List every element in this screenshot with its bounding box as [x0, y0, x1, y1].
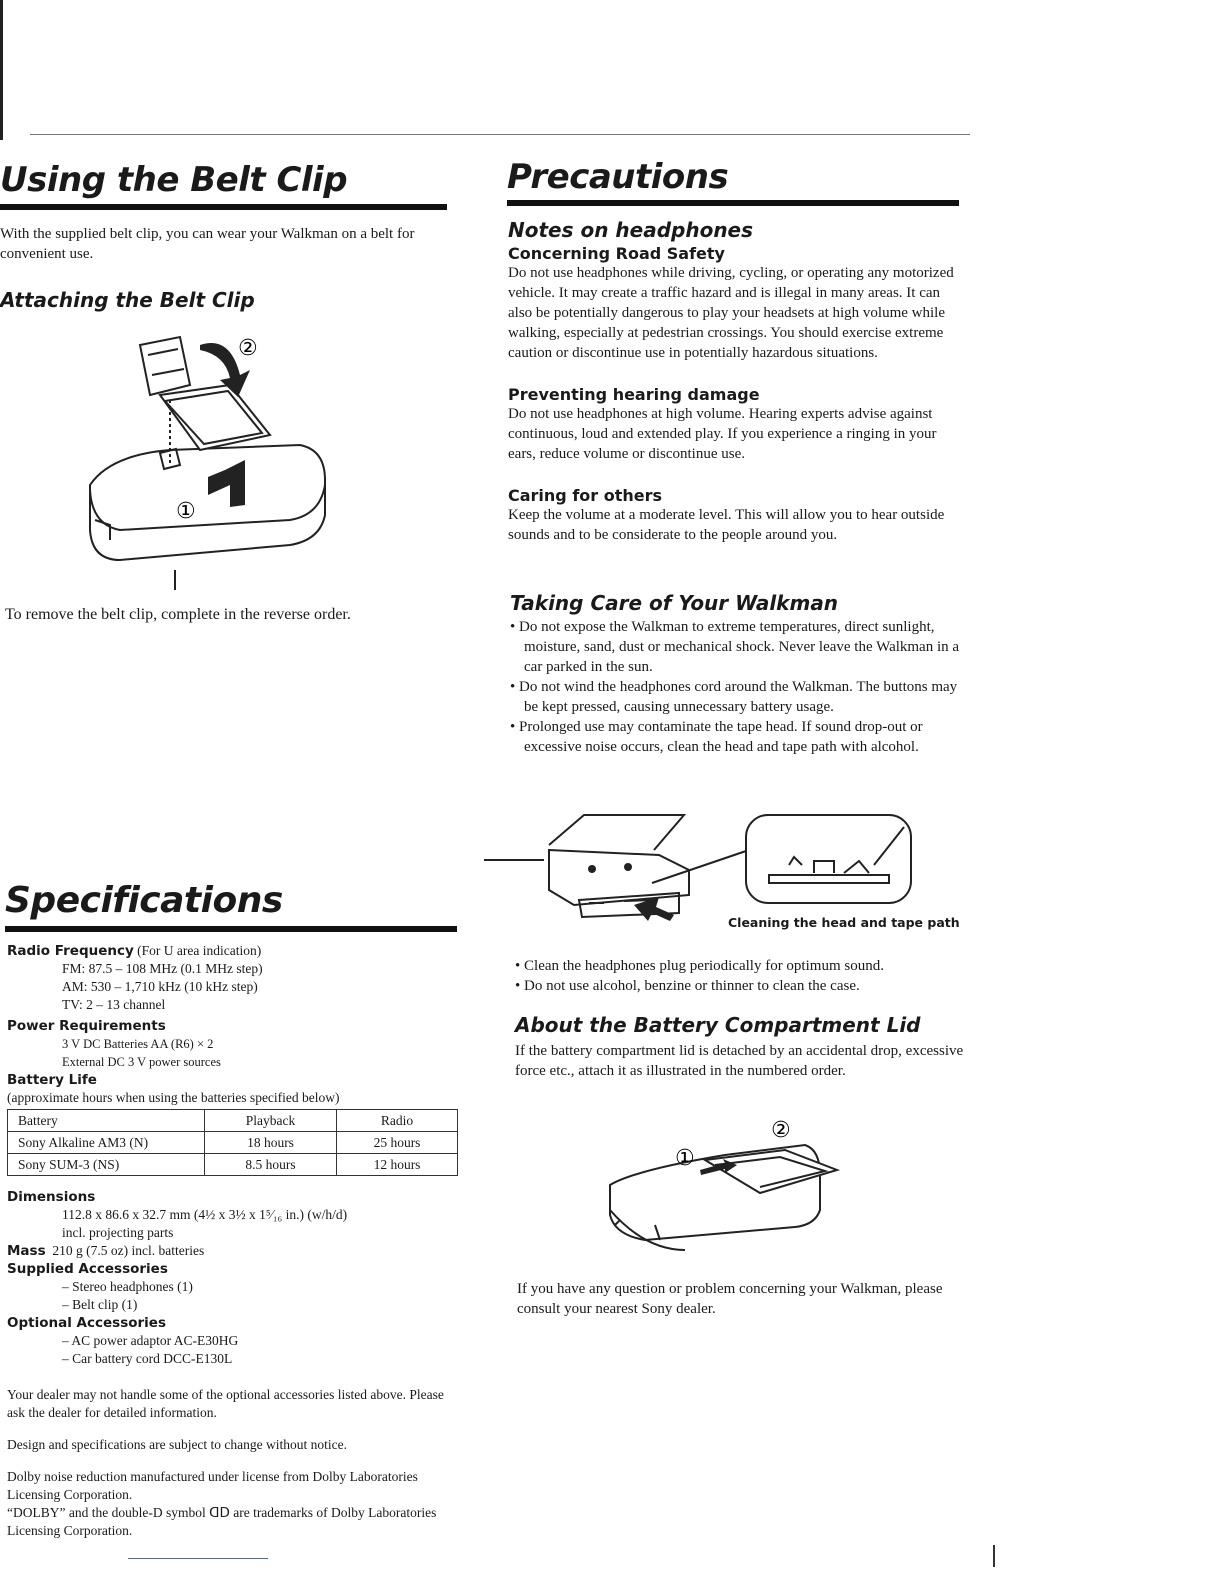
spec-am: AM: 530 – 1,710 kHz (10 kHz step): [62, 979, 258, 994]
spec-optional-2: – Car battery cord DCC-E130L: [62, 1351, 233, 1366]
table-header-radio: Radio: [337, 1110, 458, 1132]
specifications-title: Specifications: [5, 880, 283, 921]
care-bullets: [510, 617, 965, 757]
spec-note-dolby-1: Dolby noise reduction manufactured under license from Dolby Laboratories Licensing Corporation.: [7, 1469, 418, 1502]
edge-mark-right: [993, 1545, 995, 1567]
spec-optional-label: Optional Accessories: [7, 1315, 166, 1331]
battery-life-table: [7, 1109, 458, 1176]
spec-dimensions-label: Dimensions: [7, 1189, 96, 1205]
precautions-title: Precautions: [507, 157, 729, 197]
cleaning-caption: Cleaning the head and tape path: [728, 915, 960, 930]
spec-note-dealer: Your dealer may not handle some of the optional accessories listed above. Please ask the dealer for detailed information.: [7, 1387, 444, 1420]
page-edge-mark: [0, 0, 3, 140]
spec-mass-label: Mass: [7, 1243, 46, 1259]
bottom-rule: [128, 1558, 268, 1559]
table-header-row: [8, 1110, 458, 1132]
headphones-notes: [508, 218, 963, 545]
table-cell: 18 hours: [205, 1132, 337, 1154]
contact-text: If you have any question or problem concerning your Walkman, please consult your nearest Sony dealer.: [517, 1281, 943, 1317]
specifications-section: [5, 880, 283, 921]
spec-mass-value: 210 g (7.5 oz) incl. batteries: [52, 1243, 205, 1258]
spec-supplied-1: – Stereo headphones (1): [62, 1279, 193, 1294]
belt-clip-title-rule: [0, 204, 447, 210]
spec-supplied-label: Supplied Accessories: [7, 1261, 168, 1277]
care-section: [510, 591, 965, 757]
precautions-section: [507, 157, 728, 197]
precautions-title-rule: [507, 200, 959, 206]
table-cell: 8.5 hours: [205, 1154, 337, 1176]
list-item: • Prolonged use may contaminate the tape head. If sound drop-out or excessive noise occurs, clean the head and tape path with alcohol.: [510, 717, 965, 757]
belt-clip-step-2: ②: [238, 336, 258, 361]
attaching-subtitle: Attaching the Belt Clip: [0, 288, 255, 312]
spec-radio-frequency-label: Radio Frequency: [7, 943, 134, 959]
attaching-subtitle-wrap: [0, 288, 255, 312]
hearing-text: Do not use headphones at high volume. Hearing experts advise against continuous, loud and extended play. If you experience a ringing in your ears, reduce volume or discontinue use.: [508, 406, 937, 462]
belt-clip-illustration: [80, 325, 340, 590]
spec-power-line-1: 3 V DC Batteries AA (R6) × 2: [62, 1037, 214, 1051]
table-cell: 12 hours: [337, 1154, 458, 1176]
hearing-title: Preventing hearing damage: [508, 385, 760, 404]
table-cell: 25 hours: [337, 1132, 458, 1154]
spec-dimensions-note: incl. projecting parts: [62, 1225, 174, 1240]
spec-radio-frequency: [7, 942, 462, 960]
specifications-title-rule: [5, 926, 457, 932]
others-title: Caring for others: [508, 486, 663, 505]
list-item: • Do not use alcohol, benzine or thinner to clean the case.: [515, 976, 965, 996]
table-cell: Sony SUM-3 (NS): [8, 1154, 205, 1176]
spec-battery-life-label: Battery Life: [7, 1072, 97, 1088]
headphones-title: Notes on headphones: [508, 218, 754, 242]
belt-clip-step-1: ①: [176, 499, 196, 524]
spec-power-label: Power Requirements: [7, 1018, 166, 1034]
battery-lid-illustration: [605, 1115, 865, 1265]
battery-lid-step-2: ②: [771, 1118, 791, 1143]
top-rule: [30, 134, 970, 135]
battery-lid-section: [515, 1013, 973, 1081]
specs-body: [7, 942, 462, 1540]
spec-dimensions-value: 112.8 x 86.6 x 32.7 mm (4½ x 3½ x 1⁵⁄₁₆ in.) (w/h/d): [62, 1207, 348, 1222]
spec-radio-frequency-note: (For U area indication): [137, 943, 262, 958]
care-title: Taking Care of Your Walkman: [510, 591, 839, 615]
belt-clip-intro: With the supplied belt clip, you can wear your Walkman on a belt for convenient use.: [0, 226, 415, 262]
care-bullets-2: [515, 956, 965, 996]
spec-battery-life-note: (approximate hours when using the batteries specified below): [7, 1090, 340, 1105]
road-safety-text: Do not use headphones while driving, cycling, or operating any motorized vehicle. It may create a traffic hazard and is illegal in many areas. It can also be potentially dangerous to play your headsets at high volume while walking, especially at pedestrian crossings. You should exercise extreme caution or discontinue use in potentially hazardous situations.: [508, 265, 954, 361]
spec-power-line-2: External DC 3 V power sources: [62, 1055, 221, 1069]
battery-lid-step-1: ①: [675, 1146, 695, 1171]
spec-fm: FM: 87.5 – 108 MHz (0.1 MHz step): [62, 961, 263, 976]
table-row: [8, 1154, 458, 1176]
table-header-playback: Playback: [205, 1110, 337, 1132]
list-item: • Do not expose the Walkman to extreme temperatures, direct sunlight, moisture, sand, dust or mechanical shock. Never leave the Walkman in a car parked in the sun.: [510, 617, 965, 677]
battery-lid-title: About the Battery Compartment Lid: [515, 1013, 921, 1037]
belt-clip-remove-text: To remove the belt clip, complete in the reverse order.: [5, 606, 351, 623]
belt-clip-section: [0, 160, 450, 200]
table-row: [8, 1132, 458, 1154]
table-cell: Sony Alkaline AM3 (N): [8, 1132, 205, 1154]
spec-mass: [7, 1242, 462, 1260]
others-text: Keep the volume at a moderate level. This will allow you to hear outside sounds and to be considerate to the people around you.: [508, 507, 945, 543]
road-safety-title: Concerning Road Safety: [508, 244, 725, 263]
care-bullets-2-wrap: [515, 956, 965, 996]
list-item: • Clean the headphones plug periodically for optimum sound.: [515, 956, 965, 976]
list-item: • Do not wind the headphones cord around the Walkman. The buttons may be kept pressed, causing unnecessary battery usage.: [510, 677, 965, 717]
battery-lid-text: If the battery compartment lid is detached by an accidental drop, excessive force etc., attach it as illustrated in the numbered order.: [515, 1043, 964, 1079]
spec-optional-1: – AC power adaptor AC-E30HG: [62, 1333, 239, 1348]
table-header-battery: Battery: [8, 1110, 205, 1132]
belt-clip-title: Using the Belt Clip: [0, 160, 348, 200]
spec-note-change: Design and specifications are subject to change without notice.: [7, 1437, 348, 1452]
spec-note-dolby-2: “DOLBY” and the double-D symbol ᗡᗞ are trademarks of Dolby Laboratories Licensing Corporation.: [7, 1505, 437, 1538]
spec-tv: TV: 2 – 13 channel: [62, 997, 166, 1012]
spec-supplied-2: – Belt clip (1): [62, 1297, 138, 1312]
